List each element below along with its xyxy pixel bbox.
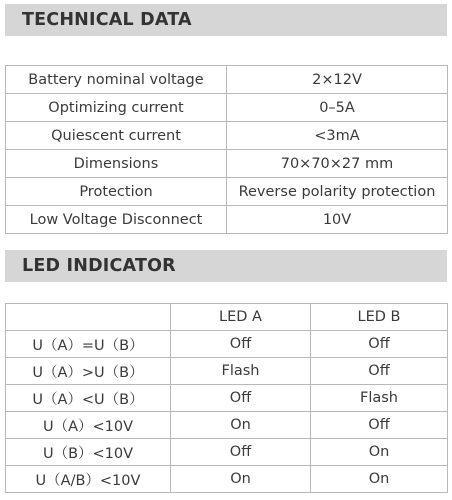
table-row	[6, 178, 448, 206]
tech-label: Battery nominal voltage	[6, 66, 227, 94]
tech-value: 10V	[227, 206, 448, 234]
table-row	[6, 466, 448, 493]
condition-cell: U（A）>U（B）	[6, 358, 171, 385]
table-row	[6, 439, 448, 466]
tech-value: <3mA	[227, 122, 448, 150]
tech-label: Optimizing current	[6, 94, 227, 122]
led-indicator-header	[5, 250, 447, 282]
technical-data-title: TECHNICAL DATA	[22, 10, 192, 30]
tech-label: Protection	[6, 178, 227, 206]
led-indicator-table	[5, 303, 448, 493]
led-a-state: On	[171, 412, 311, 439]
led-indicator-title: LED INDICATOR	[22, 256, 176, 276]
led-b-state: Off	[311, 412, 448, 439]
table-row	[6, 122, 448, 150]
tech-label: Low Voltage Disconnect	[6, 206, 227, 234]
technical-data-table	[5, 65, 448, 234]
condition-cell: U（A）=U（B）	[6, 331, 171, 358]
table-row	[6, 358, 448, 385]
led-b-state: Off	[311, 331, 448, 358]
condition-cell: U（A/B）<10V	[6, 466, 171, 493]
condition-cell: U（A）<10V	[6, 412, 171, 439]
table-row	[6, 412, 448, 439]
corner-cell	[6, 304, 171, 331]
tech-value: 2×12V	[227, 66, 448, 94]
table-row	[6, 206, 448, 234]
condition-cell: U（A）<U（B）	[6, 385, 171, 412]
led-b-state: On	[311, 439, 448, 466]
led-a-state: Off	[171, 331, 311, 358]
led-a-state: Off	[171, 385, 311, 412]
led-b-state: On	[311, 466, 448, 493]
led-a-state: On	[171, 466, 311, 493]
tech-value: Reverse polarity protection	[227, 178, 448, 206]
led-a-state: Off	[171, 439, 311, 466]
table-row	[6, 331, 448, 358]
led-a-state: Flash	[171, 358, 311, 385]
led-b-state: Flash	[311, 385, 448, 412]
table-row	[6, 150, 448, 178]
column-header-led-a: LED A	[171, 304, 311, 331]
tech-label: Dimensions	[6, 150, 227, 178]
tech-value: 0–5A	[227, 94, 448, 122]
table-header-row	[6, 304, 448, 331]
table-row	[6, 66, 448, 94]
tech-value: 70×70×27 mm	[227, 150, 448, 178]
table-row	[6, 385, 448, 412]
tech-label: Quiescent current	[6, 122, 227, 150]
condition-cell: U（B）<10V	[6, 439, 171, 466]
led-b-state: Off	[311, 358, 448, 385]
table-row	[6, 94, 448, 122]
technical-data-header	[5, 4, 447, 36]
column-header-led-b: LED B	[311, 304, 448, 331]
